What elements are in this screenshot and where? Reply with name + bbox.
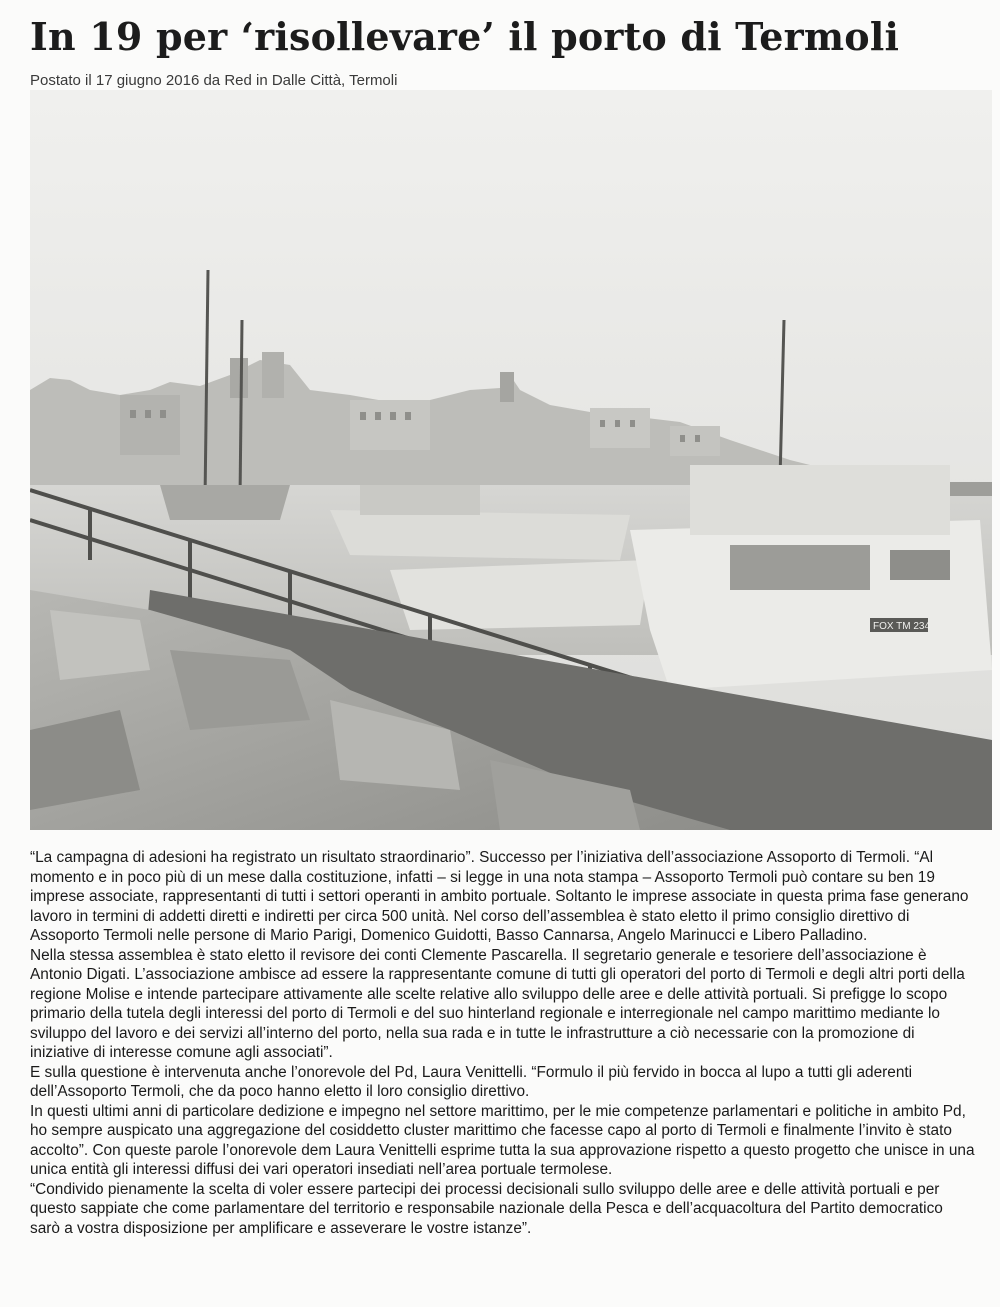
article-paragraph-3: E sulla questione è intervenuta anche l’onorevole del Pd, Laura Venittelli. “Formulo il più fervido in bocca al lupo a tutti gli aderenti dell’Assoporto Termoli, che da poco hanno eletto il loro consiglio direttivo. — [30, 1063, 913, 1100]
harbor-photo-drawing — [30, 90, 992, 830]
article-byline: Postato il 17 giugno 2016 da Red in Dalle Città, Termoli — [30, 72, 398, 89]
article-paragraph-5: “Condivido pienamente la scelta di voler essere partecipi dei processi decisionali sullo sviluppo delle aree e delle attività portuali e per questo sappiate che come parlamentare del territorio e responsabile nazionale della Pesca e dell’acquacoltura del Partito democratico sarò a vostra disposizione per amplificare e asseverare le vostre istanze”. — [30, 1180, 943, 1237]
harbor-photo — [30, 90, 992, 830]
article-body — [30, 848, 975, 1238]
boat-registration-label: FOX TM 234 — [873, 621, 931, 632]
article-paragraph-4: In questi ultimi anni di particolare dedizione e impegno nel settore marittimo, per le mie competenze parlamentari e politiche in ambito Pd, ho sempre auspicato una aggregazione del cosiddetto cluster marittimo che facesse capo al porto di Termoli e finalmente l’invito è stato accolto”. Con queste parole l’onorevole dem Laura Venittelli esprime tutta la sua approvazione rispetto a questo progetto che unisce in una unica entità gli interessi diffusi dei vari operatori insediati nell’area portuale termolese. — [30, 1102, 975, 1178]
article-paragraph-1: “La campagna di adesioni ha registrato un risultato straordinario”. Successo per l’iniziativa dell’associazione Assoporto di Termoli. “Al momento e in poco più di un mese dalla costituzione, infatti – si legge in una nota stampa – Assoporto Termoli può contare su ben 19 imprese associate, rappresentanti di tutti i settori operanti in ambito portuale. Soltanto le imprese associate in questa prima fase generano lavoro in termini di addetti diretti e indiretti per circa 500 unità. Nel corso dell’assemblea è stato eletto il primo consiglio direttivo di Assoporto Termoli nelle persone di Mario Parigi, Domenico Guidotti, Basso Cannarsa, Angelo Marinucci e Libero Palladino. — [30, 849, 969, 944]
article-paragraph-2: Nella stessa assemblea è stato eletto il revisore dei conti Clemente Pascarella. Il segretario generale e tesoriere dell’associazione è Antonio Digati. L’associazione ambisce ad essere la rappresentante comune di tutti gli operatori del porto di Termoli e degli altri porti della regione Molise e intende partecipare attivamente alle scelte relative allo sviluppo delle aree e delle attività portuali. Si prefigge lo scopo primario della tutela degli interessi del porto di Termoli e del suo hinterland regionale e interregionale nel campo marittimo mediante lo sviluppo del lavoro e dei servizi all’interno del porto, nella sua rada e in tutte le infrastrutture a ciò necessarie con la promozione di iniziative di interesse comune agli associati”. — [30, 946, 965, 1061]
article-title: In 19 per ‘risollevare’ il porto di Termoli — [30, 14, 900, 59]
